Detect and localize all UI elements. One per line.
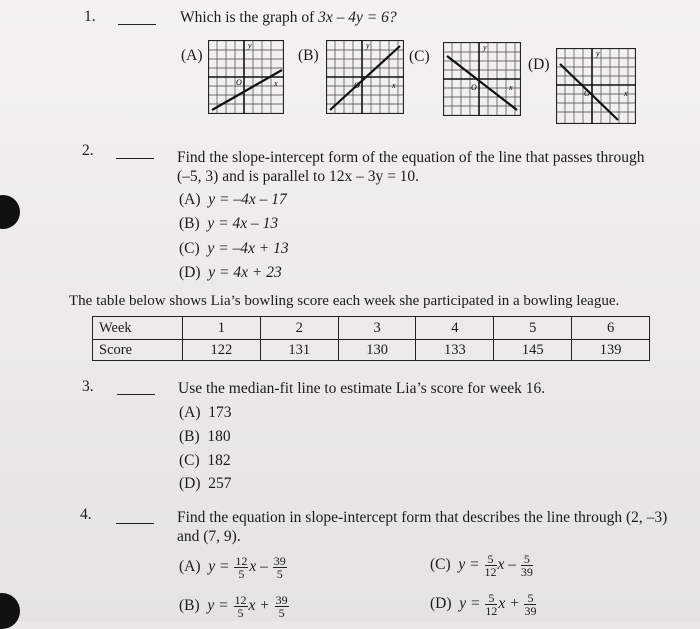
q3-question: Use the median-fit line to estimate Lia’s score for week 16. (178, 380, 546, 397)
q3-choice-d[interactable]: (D) 257 (179, 475, 232, 492)
q1-graph-a[interactable] (208, 40, 284, 114)
fraction: $\frac{39}{5}$ (273, 553, 286, 581)
q3-number: 3. (82, 378, 94, 395)
q2-choice-b[interactable]: (B) y = 4x – 13 (179, 215, 279, 232)
q1-question: Which is the graph of 3x – 4y = 6? (180, 9, 397, 26)
q3-answer-blank[interactable] (117, 394, 155, 395)
q1-graph-a-origin: O (236, 78, 242, 87)
q1-graph-d-y-label: y (596, 49, 600, 58)
q1-graph-b[interactable] (326, 40, 404, 114)
q2-choice-c[interactable]: (C) y = –4x + 13 (179, 240, 289, 257)
fraction: $\frac{5}{39}$ (520, 551, 533, 579)
q2-choice-d[interactable]: (D) y = 4x + 23 (179, 264, 282, 281)
q2-number: 2. (82, 142, 94, 159)
table-cell: 6 (572, 317, 650, 340)
fraction: $\frac{12}{5}$ (235, 553, 248, 581)
table-row-score (93, 340, 650, 361)
q1-graph-b-x-label: x (392, 81, 396, 90)
q1-number: 1. (84, 8, 96, 25)
table-cell: 139 (572, 340, 650, 361)
table-cell: 2 (260, 317, 338, 340)
fraction: $\frac{5}{12}$ (484, 551, 497, 579)
table-cell: 1 (183, 317, 261, 340)
q1-option-c-letter: (C) (409, 48, 430, 65)
q1-graph-b-origin: O (354, 81, 360, 90)
q1-graph-c[interactable] (443, 42, 521, 116)
q1-answer-blank[interactable] (118, 24, 156, 25)
q4-choice-b[interactable]: (B) y = $\frac{12}{5}$ x + $\frac{39}{5}$ (179, 592, 288, 620)
q1-graph-c-x-label: x (509, 83, 513, 92)
table-cell: 145 (494, 340, 572, 361)
fraction: $\frac{5}{12}$ (485, 590, 498, 618)
q2-choice-a[interactable]: (A) y = –4x – 17 (179, 191, 287, 208)
fraction: $\frac{39}{5}$ (275, 592, 288, 620)
table-cell: 4 (416, 317, 494, 340)
q4-question-line2: and (7, 9). (177, 528, 241, 545)
q4-choice-d[interactable]: (D) y = $\frac{5}{12}$ x + $\frac{5}{39}$ (430, 590, 537, 618)
q1-graph-a-y-label: y (248, 41, 252, 50)
q1-graph-a-x-label: x (274, 79, 278, 88)
q4-number: 4. (80, 506, 92, 523)
table-cell: 122 (183, 340, 261, 361)
q1-graph-d-origin: O (584, 89, 590, 98)
bowling-score-table (92, 316, 650, 361)
q1-graph-c-origin: O (471, 83, 477, 92)
table-header-score: Score (93, 340, 183, 361)
q2-question-line2: (–5, 3) and is parallel to 12x – 3y = 10. (177, 168, 420, 185)
q4-question-line1: Find the equation in slope-intercept form that describes the line through (2, –3) (177, 509, 668, 526)
q1-option-b-letter: (B) (298, 47, 319, 64)
q4-choice-a[interactable]: (A) y = $\frac{12}{5}$ x – $\frac{39}{5}$ (179, 553, 286, 581)
q1-graph-c-y-label: y (483, 43, 487, 52)
q1-graph-d[interactable] (556, 48, 636, 124)
table-cell: 130 (338, 340, 416, 361)
table-cell: 133 (416, 340, 494, 361)
table-header-week: Week (93, 317, 183, 340)
q1-graph-b-y-label: y (366, 41, 370, 50)
table-row-week (93, 317, 650, 340)
q1-equation: 3x – 4y = 6? (318, 9, 397, 26)
table-cell: 5 (494, 317, 572, 340)
q4-answer-blank[interactable] (116, 523, 154, 524)
q1-graph-d-x-label: x (624, 89, 628, 98)
q1-option-a-letter: (A) (181, 47, 203, 64)
table-intro: The table below shows Lia’s bowling score each week she participated in a bowling league. (69, 293, 620, 309)
q2-answer-blank[interactable] (116, 158, 154, 159)
fraction: $\frac{5}{39}$ (524, 590, 537, 618)
table-cell: 3 (338, 317, 416, 340)
q3-choice-b[interactable]: (B) 180 (179, 428, 231, 445)
table-cell: 131 (260, 340, 338, 361)
q4-choice-c[interactable]: (C) y = $\frac{5}{12}$ x – $\frac{5}{39}$ (430, 551, 533, 579)
fraction: $\frac{12}{5}$ (234, 592, 247, 620)
q2-question-line1: Find the slope-intercept form of the equation of the line that passes through (177, 149, 645, 166)
q3-choice-a[interactable]: (A) 173 (179, 404, 232, 421)
q1-option-d-letter: (D) (528, 56, 550, 73)
q3-choice-c[interactable]: (C) 182 (179, 452, 231, 469)
